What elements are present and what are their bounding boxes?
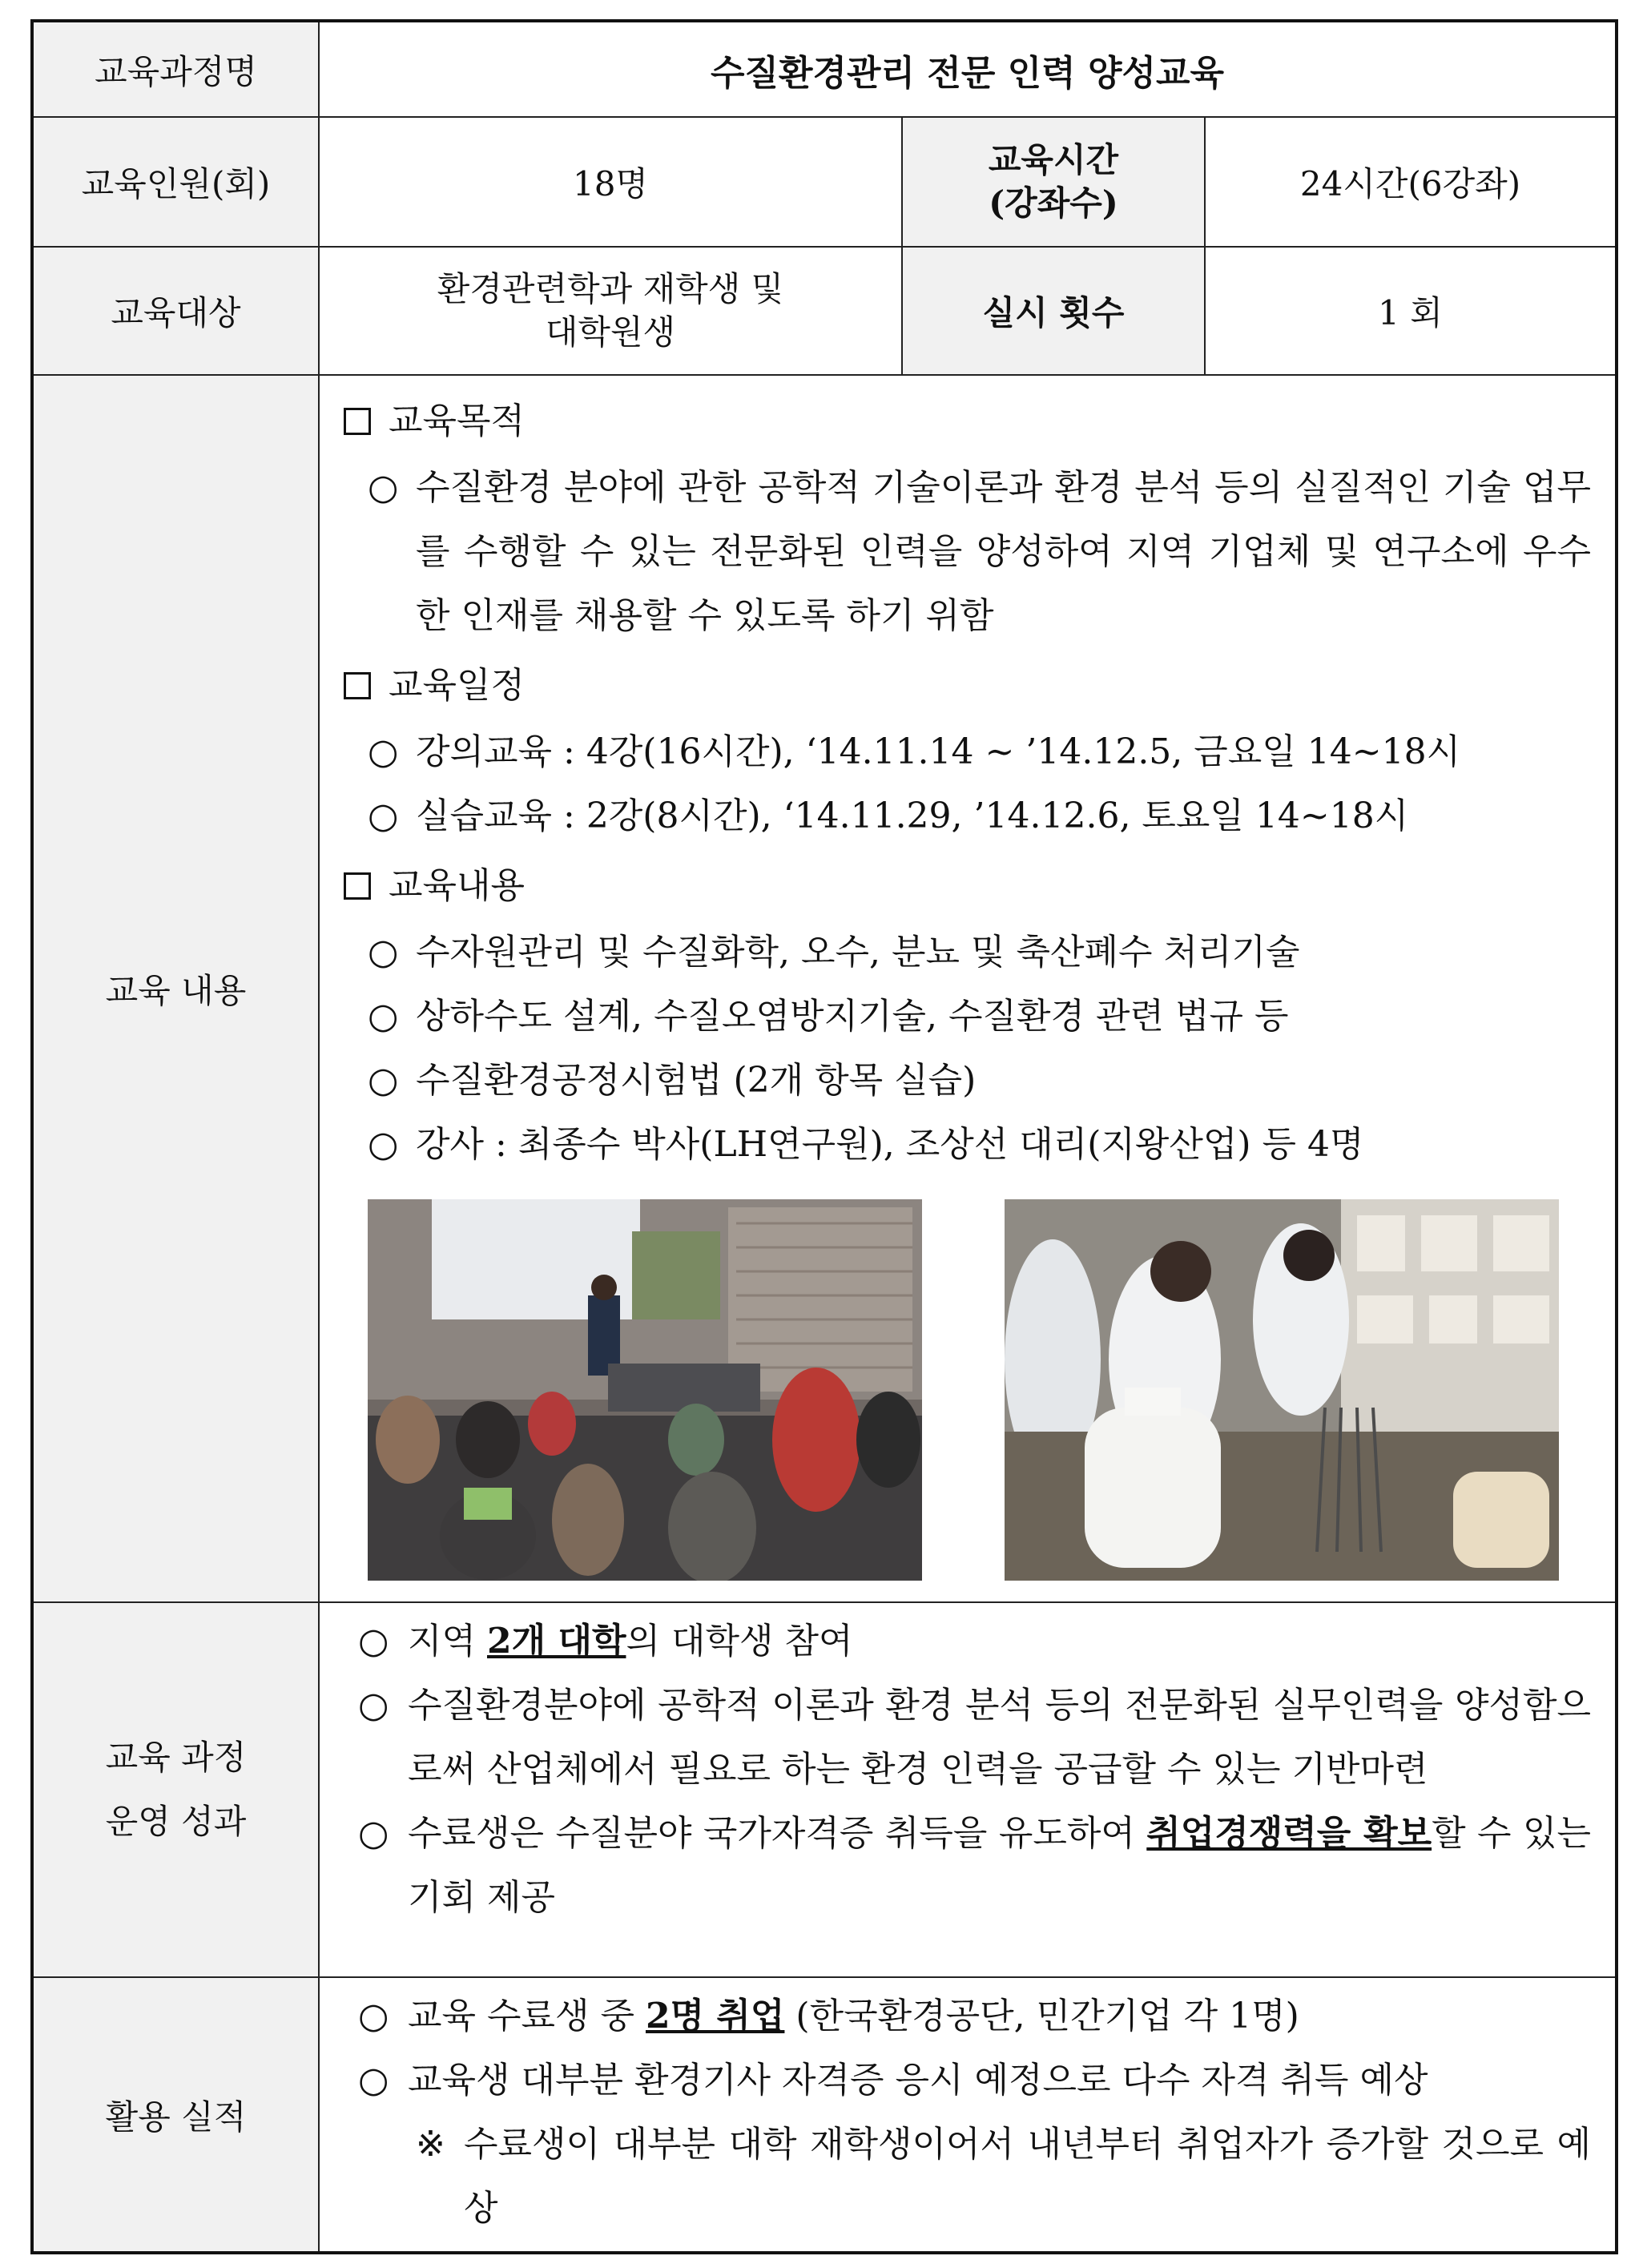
circle-bullet-icon: ○ (368, 731, 399, 772)
schedule-section-title (344, 655, 1591, 717)
reference-mark-icon: ※ (416, 2124, 445, 2165)
contents-text: 수질환경공정시험법 (2개 항목 실습) (416, 1060, 977, 1101)
outcome-cell (319, 1602, 1617, 1977)
circle-bullet-icon: ○ (358, 1621, 389, 1662)
emphasis-competitiveness: 취업경쟁력을 확보 (1146, 1813, 1432, 1854)
course-report-table (30, 19, 1618, 2254)
schedule-title: 교육일정 (389, 665, 526, 706)
hours-label (902, 117, 1205, 247)
circle-bullet-icon: ○ (358, 1996, 389, 2036)
people-label: 교육인원(회) (32, 117, 319, 247)
lecture-classroom-photo (368, 1199, 922, 1581)
circle-bullet-icon: ○ (368, 796, 399, 836)
outcome-label-line2: 운영 성과 (105, 1802, 247, 1841)
lab-practice-photo-image (1005, 1199, 1559, 1581)
schedule-lecture-text: 강의교육 : 4강(16시간), ‘14.11.14 ~ ’14.12.5, 금요일 14~18시 (416, 731, 1461, 772)
outcome-label-line1: 교육 과정 (105, 1738, 247, 1777)
course-name-value: 수질환경관리 전문 인력 양성교육 (319, 21, 1617, 117)
circle-bullet-icon: ○ (368, 1060, 399, 1101)
purpose-title: 교육목적 (389, 401, 526, 441)
checkbox-square-icon (344, 408, 371, 435)
content-cell (319, 375, 1617, 1602)
hours-label-line2: (강좌수) (989, 183, 1118, 223)
purpose-section-title (344, 390, 1591, 453)
count-value: 1 회 (1205, 247, 1617, 375)
outcome-text: 수료생은 수질분야 국가자격증 취득을 유도하여 (408, 1813, 1147, 1854)
usage-item (344, 1984, 1591, 2048)
circle-bullet-icon: ○ (358, 2060, 389, 2101)
lecture-classroom-photo-image (368, 1199, 922, 1581)
usage-item (344, 2048, 1591, 2113)
course-name-label: 교육과정명 (32, 21, 319, 117)
hours-label-line1: 교육시간 (988, 140, 1119, 179)
schedule-item (344, 784, 1591, 848)
lab-practice-photo (1005, 1199, 1559, 1581)
circle-bullet-icon: ○ (368, 932, 399, 973)
contents-item (344, 1113, 1591, 1177)
contents-item (344, 920, 1591, 985)
circle-bullet-icon: ○ (358, 1685, 389, 1726)
outcome-text: 할 수 있는 기회 제공 (408, 1813, 1591, 1918)
target-value (319, 247, 902, 375)
purpose-item (344, 456, 1591, 648)
checkbox-square-icon (344, 672, 371, 699)
usage-text: 교육생 대부분 환경기사 자격증 응시 예정으로 다수 자격 취득 예상 (408, 2060, 1428, 2101)
target-label: 교육대상 (32, 247, 319, 375)
instructor-text: 강사 : 최종수 박사(LH연구원), 조상선 대리(지왕산업) 등 4명 (416, 1124, 1364, 1165)
outcome-row (32, 1602, 1617, 1977)
hours-value: 24시간(6강좌) (1205, 117, 1617, 247)
target-count-row (32, 247, 1617, 375)
course-name-row (32, 21, 1617, 117)
people-hours-row (32, 117, 1617, 247)
emphasis-employment: 2명 취업 (645, 1996, 785, 2036)
contents-item (344, 985, 1591, 1049)
schedule-practice-text: 실습교육 : 2강(8시간), ‘14.11.29, ’14.12.6, 토요일 14~18시 (416, 796, 1409, 836)
circle-bullet-icon: ○ (368, 996, 399, 1037)
outcome-item (344, 1802, 1591, 1930)
emphasis-universities: 2개 대학 (487, 1621, 626, 1662)
usage-note (344, 2113, 1591, 2241)
contents-text: 수자원관리 및 수질화학, 오수, 분뇨 및 축산폐수 처리기술 (416, 932, 1300, 973)
contents-title: 교육내용 (389, 865, 526, 906)
contents-text: 상하수도 설계, 수질오염방지기술, 수질환경 관련 법규 등 (416, 996, 1289, 1037)
schedule-item (344, 720, 1591, 784)
usage-text: (한국환경공단, 민간기업 각 1명) (784, 1996, 1299, 2036)
target-value-line2: 대학원생 (545, 312, 676, 352)
contents-section-title (344, 855, 1591, 917)
usage-text: 교육 수료생 중 (408, 1996, 646, 2036)
photo-row (344, 1177, 1591, 1581)
content-label: 교육 내용 (32, 375, 319, 1602)
outcome-text: 지역 (408, 1621, 487, 1662)
purpose-text: 수질환경 분야에 관한 공학적 기술이론과 환경 분석 등의 실질적인 기술 업무를 수행할 수 있는 전문화된 인력을 양성하여 지역 기업체 및 연구소에 우수한 인재를 채용할 수 있도록 하기 위함 (416, 467, 1591, 636)
usage-row (32, 1977, 1617, 2253)
people-value: 18명 (319, 117, 902, 247)
outcome-text: 의 대학생 참여 (626, 1621, 853, 1662)
outcome-text: 수질환경분야에 공학적 이론과 환경 분석 등의 전문화된 실무인력을 양성함으로써 산업체에서 필요로 하는 환경 인력을 공급할 수 있는 기반마련 (408, 1685, 1591, 1790)
content-row (32, 375, 1617, 1602)
contents-item (344, 1049, 1591, 1113)
usage-label: 활용 실적 (32, 1977, 319, 2253)
checkbox-square-icon (344, 872, 371, 900)
usage-note-text: 수료생이 대부분 대학 재학생이어서 내년부터 취업자가 증가할 것으로 예상 (464, 2124, 1591, 2229)
target-value-line1: 환경관련학과 재학생 및 (437, 269, 784, 308)
outcome-label (32, 1602, 319, 1977)
usage-cell (319, 1977, 1617, 2253)
count-label: 실시 횟수 (902, 247, 1205, 375)
circle-bullet-icon: ○ (358, 1813, 389, 1854)
circle-bullet-icon: ○ (368, 1124, 399, 1165)
circle-bullet-icon: ○ (368, 467, 399, 508)
outcome-item (344, 1674, 1591, 1802)
outcome-item (344, 1609, 1591, 1674)
